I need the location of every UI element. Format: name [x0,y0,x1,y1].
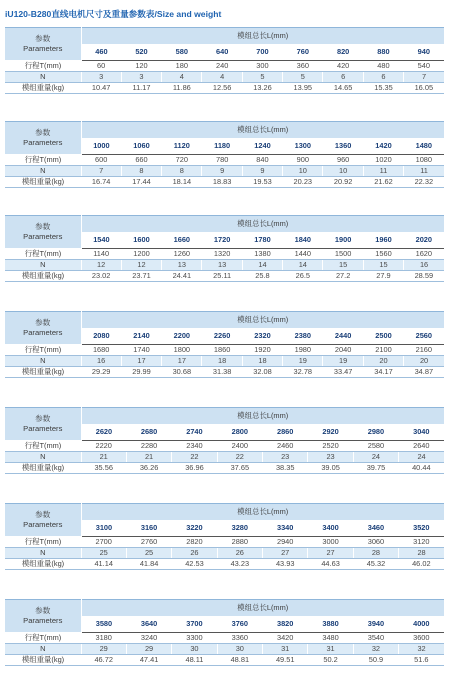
parameters-label-en: Parameters [23,138,63,147]
stroke-value: 720 [162,154,202,165]
length-value: 3340 [263,520,308,536]
stroke-value: 2940 [263,536,308,547]
spec-table-4 [5,311,444,378]
stroke-value: 2220 [81,440,126,451]
length-value: 4000 [399,616,444,632]
length-value: 2440 [323,328,363,344]
length-value: 760 [283,44,323,60]
weight-value: 37.65 [217,462,262,473]
stroke-value: 3600 [399,632,444,643]
n-value: 14 [283,259,323,270]
n-label: N [5,71,81,82]
n-value: 11 [363,165,403,176]
total-length-header: 模组总长L(mm) [81,408,444,425]
weight-value: 18.14 [162,176,202,187]
stroke-value: 780 [202,154,242,165]
stroke-value: 3480 [308,632,353,643]
n-value: 20 [363,355,403,366]
weight-label: 模组重量(kg) [5,82,81,93]
weight-value: 26.5 [283,270,323,281]
weight-label: 模组重量(kg) [5,270,81,281]
weight-value: 36.26 [126,462,171,473]
n-value: 4 [162,71,202,82]
weight-value: 19.53 [242,176,282,187]
weight-value: 29.29 [81,366,121,377]
stroke-value: 600 [81,154,121,165]
stroke-value: 3060 [353,536,398,547]
weight-value: 50.9 [353,654,398,665]
n-value: 3 [81,71,121,82]
weight-value: 14.65 [323,82,363,93]
n-value: 5 [283,71,323,82]
stroke-value: 2100 [363,344,403,355]
n-label: N [5,165,81,176]
length-value: 1060 [121,138,161,154]
parameters-label-en: Parameters [23,328,63,337]
length-value: 2140 [121,328,161,344]
weight-value: 17.44 [121,176,161,187]
n-value: 23 [308,451,353,462]
n-value: 15 [363,259,403,270]
n-value: 12 [121,259,161,270]
weight-value: 48.81 [217,654,262,665]
length-value: 2800 [217,424,262,440]
length-value: 2740 [172,424,217,440]
stroke-label: 行程T(mm) [5,60,81,71]
length-value: 1120 [162,138,202,154]
weight-value: 27.2 [323,270,363,281]
stroke-value: 180 [162,60,202,71]
n-value: 30 [172,643,217,654]
parameters-header [5,216,81,249]
length-value: 2020 [404,232,444,248]
weight-value: 13.26 [242,82,282,93]
weight-value: 49.51 [263,654,308,665]
stroke-value: 2160 [404,344,444,355]
stroke-value: 2640 [399,440,444,451]
n-value: 22 [217,451,262,462]
n-label: N [5,643,81,654]
length-value: 580 [162,44,202,60]
length-value: 2620 [81,424,126,440]
n-label: N [5,451,81,462]
weight-value: 47.41 [126,654,171,665]
weight-value: 42.53 [172,558,217,569]
weight-label: 模组重量(kg) [5,558,81,569]
weight-value: 20.23 [283,176,323,187]
length-value: 1960 [363,232,403,248]
stroke-value: 2820 [172,536,217,547]
stroke-value: 1140 [81,248,121,259]
length-value: 3220 [172,520,217,536]
stroke-value: 1920 [242,344,282,355]
n-value: 31 [308,643,353,654]
spec-table-7 [5,599,444,666]
weight-value: 21.62 [363,176,403,187]
weight-label: 模组重量(kg) [5,366,81,377]
stroke-value: 3420 [263,632,308,643]
spec-table-5 [5,407,444,474]
n-value: 10 [323,165,363,176]
length-value: 520 [121,44,161,60]
stroke-value: 960 [323,154,363,165]
n-value: 27 [308,547,353,558]
weight-value: 23.02 [81,270,121,281]
stroke-value: 2760 [126,536,171,547]
n-value: 18 [242,355,282,366]
parameters-label-cn: 参数 [35,318,51,327]
stroke-label: 行程T(mm) [5,440,81,451]
stroke-value: 1980 [283,344,323,355]
stroke-value: 1740 [121,344,161,355]
stroke-label: 行程T(mm) [5,344,81,355]
length-value: 700 [242,44,282,60]
stroke-value: 1380 [242,248,282,259]
length-value: 1420 [363,138,403,154]
stroke-value: 3540 [353,632,398,643]
parameters-header [5,504,81,537]
stroke-label: 行程T(mm) [5,154,81,165]
weight-value: 11.17 [121,82,161,93]
stroke-value: 420 [323,60,363,71]
weight-value: 23.71 [121,270,161,281]
n-value: 21 [126,451,171,462]
n-value: 26 [217,547,262,558]
parameters-label-en: Parameters [23,424,63,433]
n-value: 9 [242,165,282,176]
weight-label: 模组重量(kg) [5,654,81,665]
stroke-value: 2400 [217,440,262,451]
length-value: 2320 [242,328,282,344]
parameters-header [5,28,81,61]
length-value: 1180 [202,138,242,154]
n-value: 7 [404,71,444,82]
n-value: 27 [263,547,308,558]
n-value: 11 [404,165,444,176]
weight-value: 43.93 [263,558,308,569]
n-value: 22 [172,451,217,462]
parameters-label-en: Parameters [23,44,63,53]
n-value: 20 [404,355,444,366]
weight-label: 模组重量(kg) [5,176,81,187]
n-value: 7 [81,165,121,176]
n-value: 17 [162,355,202,366]
length-value: 3160 [126,520,171,536]
stroke-label: 行程T(mm) [5,536,81,547]
stroke-value: 2280 [126,440,171,451]
n-value: 6 [323,71,363,82]
weight-value: 43.23 [217,558,262,569]
length-value: 1540 [81,232,121,248]
length-value: 1660 [162,232,202,248]
weight-value: 45.32 [353,558,398,569]
stroke-value: 900 [283,154,323,165]
n-label: N [5,547,81,558]
weight-value: 39.75 [353,462,398,473]
length-value: 2080 [81,328,121,344]
weight-value: 12.56 [202,82,242,93]
spec-table-1 [5,27,444,94]
stroke-value: 1440 [283,248,323,259]
n-value: 31 [263,643,308,654]
parameters-header [5,408,81,441]
weight-value: 36.96 [172,462,217,473]
stroke-value: 2040 [323,344,363,355]
length-value: 1780 [242,232,282,248]
n-value: 24 [399,451,444,462]
parameters-header [5,122,81,155]
stroke-value: 3300 [172,632,217,643]
stroke-value: 3360 [217,632,262,643]
length-value: 1840 [283,232,323,248]
weight-value: 15.35 [363,82,403,93]
weight-value: 29.99 [121,366,161,377]
parameters-label-cn: 参数 [35,510,51,519]
n-label: N [5,355,81,366]
parameters-label-cn: 参数 [35,34,51,43]
n-value: 8 [121,165,161,176]
length-value: 2680 [126,424,171,440]
n-value: 28 [399,547,444,558]
length-value: 3520 [399,520,444,536]
length-value: 3400 [308,520,353,536]
stroke-label: 行程T(mm) [5,248,81,259]
weight-value: 11.86 [162,82,202,93]
length-value: 2260 [202,328,242,344]
weight-value: 16.74 [81,176,121,187]
n-value: 16 [404,259,444,270]
parameters-header [5,600,81,633]
parameters-label-cn: 参数 [35,128,51,137]
n-value: 23 [263,451,308,462]
length-value: 1480 [404,138,444,154]
total-length-header: 模组总长L(mm) [81,28,444,45]
n-value: 25 [126,547,171,558]
length-value: 1720 [202,232,242,248]
length-value: 3760 [217,616,262,632]
weight-value: 40.44 [399,462,444,473]
stroke-value: 3000 [308,536,353,547]
total-length-header: 模组总长L(mm) [81,600,444,617]
weight-value: 24.41 [162,270,202,281]
stroke-value: 540 [404,60,444,71]
weight-value: 46.72 [81,654,126,665]
length-value: 3460 [353,520,398,536]
n-value: 17 [121,355,161,366]
weight-value: 22.32 [404,176,444,187]
spec-table-3 [5,215,444,282]
stroke-value: 1260 [162,248,202,259]
n-value: 30 [217,643,262,654]
stroke-value: 300 [242,60,282,71]
parameters-label-cn: 参数 [35,222,51,231]
n-value: 25 [81,547,126,558]
length-value: 3280 [217,520,262,536]
n-value: 4 [202,71,242,82]
stroke-value: 1080 [404,154,444,165]
weight-value: 18.83 [202,176,242,187]
weight-value: 46.02 [399,558,444,569]
weight-value: 25.8 [242,270,282,281]
stroke-value: 2460 [263,440,308,451]
parameters-header [5,312,81,345]
length-value: 1360 [323,138,363,154]
stroke-value: 1680 [81,344,121,355]
stroke-value: 3120 [399,536,444,547]
stroke-value: 3240 [126,632,171,643]
weight-value: 28.59 [404,270,444,281]
weight-value: 34.87 [404,366,444,377]
spec-table-2 [5,121,444,188]
stroke-value: 1620 [404,248,444,259]
weight-value: 16.05 [404,82,444,93]
weight-value: 27.9 [363,270,403,281]
length-value: 1300 [283,138,323,154]
n-value: 14 [242,259,282,270]
n-value: 19 [323,355,363,366]
stroke-value: 840 [242,154,282,165]
length-value: 460 [81,44,121,60]
weight-value: 13.95 [283,82,323,93]
length-value: 3640 [126,616,171,632]
weight-value: 10.47 [81,82,121,93]
weight-value: 48.11 [172,654,217,665]
stroke-value: 480 [363,60,403,71]
stroke-value: 240 [202,60,242,71]
length-value: 3700 [172,616,217,632]
stroke-value: 120 [121,60,161,71]
n-value: 15 [323,259,363,270]
length-value: 3100 [81,520,126,536]
stroke-value: 2700 [81,536,126,547]
parameters-label-cn: 参数 [35,606,51,615]
n-value: 8 [162,165,202,176]
length-value: 880 [363,44,403,60]
parameters-label-en: Parameters [23,232,63,241]
stroke-value: 2580 [353,440,398,451]
n-label: N [5,259,81,270]
length-value: 2860 [263,424,308,440]
weight-label: 模组重量(kg) [5,462,81,473]
weight-value: 41.14 [81,558,126,569]
parameters-label-cn: 参数 [35,414,51,423]
length-value: 2920 [308,424,353,440]
page-title: iU120-B280直线电机尺寸及重量参数表/Size and weight [5,9,222,19]
weight-value: 33.47 [323,366,363,377]
weight-value: 44.63 [308,558,353,569]
length-value: 3880 [308,616,353,632]
n-value: 18 [202,355,242,366]
weight-value: 32.78 [283,366,323,377]
n-value: 24 [353,451,398,462]
weight-value: 39.05 [308,462,353,473]
n-value: 6 [363,71,403,82]
weight-value: 51.6 [399,654,444,665]
weight-value: 34.17 [363,366,403,377]
stroke-value: 2340 [172,440,217,451]
stroke-value: 1560 [363,248,403,259]
length-value: 2200 [162,328,202,344]
total-length-header: 模组总长L(mm) [81,312,444,329]
stroke-value: 60 [81,60,121,71]
stroke-value: 1500 [323,248,363,259]
length-value: 1900 [323,232,363,248]
total-length-header: 模组总长L(mm) [81,504,444,521]
length-value: 1240 [242,138,282,154]
stroke-value: 1200 [121,248,161,259]
stroke-value: 2880 [217,536,262,547]
length-value: 2500 [363,328,403,344]
stroke-value: 1800 [162,344,202,355]
stroke-label: 行程T(mm) [5,632,81,643]
weight-value: 25.11 [202,270,242,281]
weight-value: 31.38 [202,366,242,377]
n-value: 9 [202,165,242,176]
length-value: 2380 [283,328,323,344]
weight-value: 32.08 [242,366,282,377]
n-value: 10 [283,165,323,176]
n-value: 13 [202,259,242,270]
n-value: 3 [121,71,161,82]
weight-value: 20.92 [323,176,363,187]
length-value: 1600 [121,232,161,248]
n-value: 28 [353,547,398,558]
weight-value: 35.56 [81,462,126,473]
total-length-header: 模组总长L(mm) [81,216,444,233]
parameters-label-en: Parameters [23,520,63,529]
stroke-value: 1020 [363,154,403,165]
length-value: 940 [404,44,444,60]
stroke-value: 2520 [308,440,353,451]
n-value: 19 [283,355,323,366]
length-value: 3580 [81,616,126,632]
length-value: 2560 [404,328,444,344]
n-value: 29 [126,643,171,654]
length-value: 2980 [353,424,398,440]
stroke-value: 360 [283,60,323,71]
length-value: 640 [202,44,242,60]
n-value: 32 [353,643,398,654]
n-value: 5 [242,71,282,82]
parameters-label-en: Parameters [23,616,63,625]
length-value: 3040 [399,424,444,440]
n-value: 29 [81,643,126,654]
n-value: 32 [399,643,444,654]
weight-value: 41.84 [126,558,171,569]
length-value: 3940 [353,616,398,632]
n-value: 26 [172,547,217,558]
total-length-header: 模组总长L(mm) [81,122,444,139]
n-value: 16 [81,355,121,366]
stroke-value: 1320 [202,248,242,259]
length-value: 1000 [81,138,121,154]
n-value: 13 [162,259,202,270]
n-value: 21 [81,451,126,462]
length-value: 3820 [263,616,308,632]
weight-value: 38.35 [263,462,308,473]
stroke-value: 660 [121,154,161,165]
weight-value: 30.68 [162,366,202,377]
stroke-value: 3180 [81,632,126,643]
n-value: 12 [81,259,121,270]
length-value: 820 [323,44,363,60]
spec-table-6 [5,503,444,570]
weight-value: 50.2 [308,654,353,665]
stroke-value: 1860 [202,344,242,355]
